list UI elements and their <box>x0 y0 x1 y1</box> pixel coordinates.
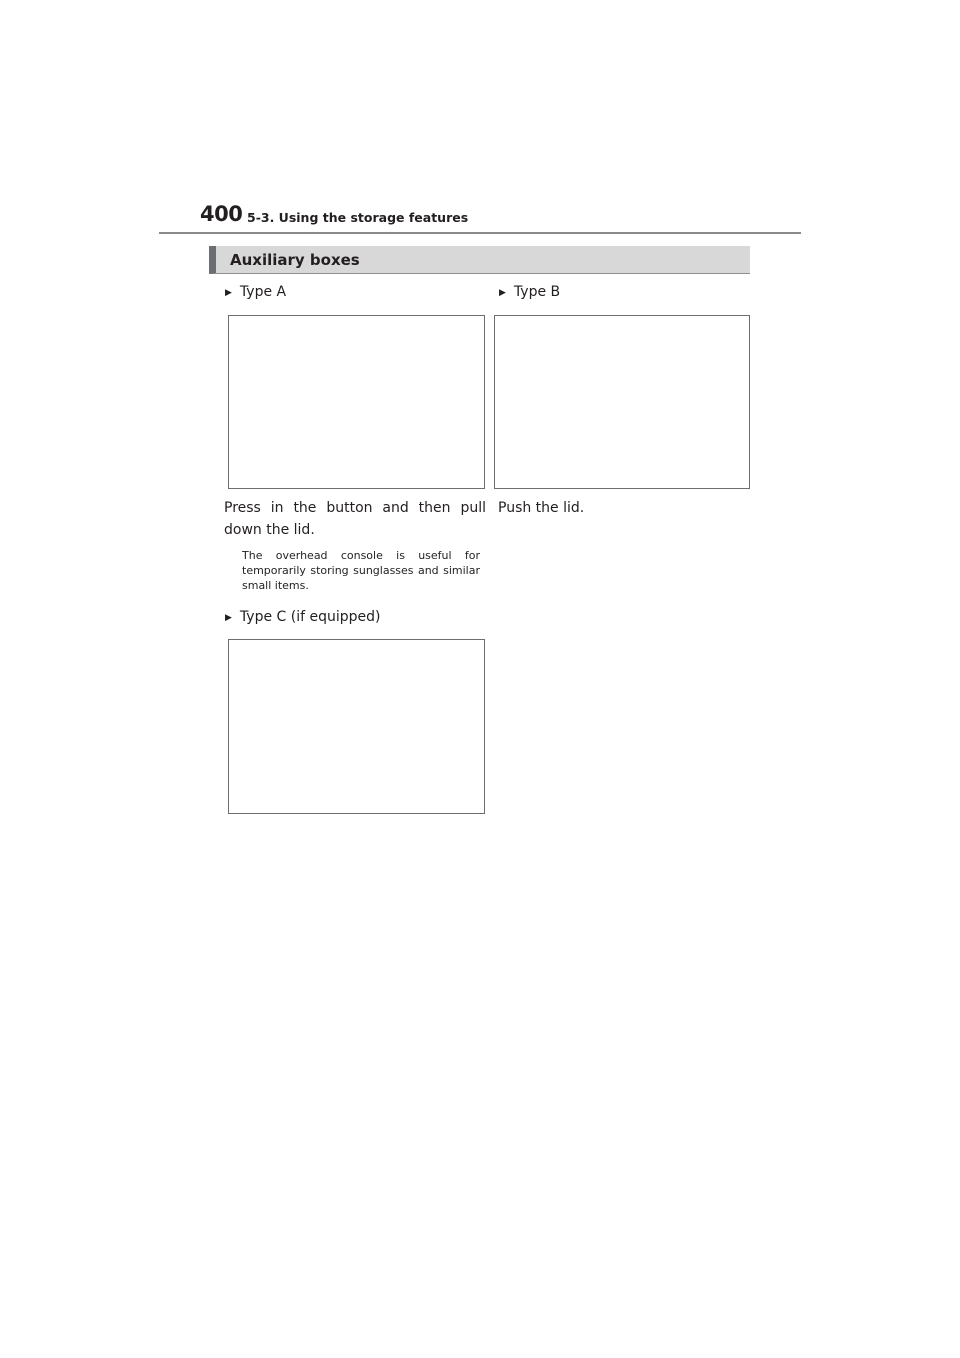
type-b-instruction: Push the lid. <box>498 500 585 516</box>
page-number: 400 <box>200 202 243 226</box>
section-heading: Auxiliary boxes <box>230 251 360 269</box>
type-c-illustration <box>228 639 485 814</box>
type-a-label <box>225 284 286 300</box>
type-a-note: The overhead console is useful for temporarily storing sunglasses and similar small items. <box>242 549 480 592</box>
type-b-illustration <box>494 315 750 489</box>
type-b-label <box>499 284 560 300</box>
type-a-label-text: Type A <box>239 284 287 300</box>
triangle-bullet-icon: ▶ <box>499 288 506 298</box>
header-divider <box>159 232 801 234</box>
section-reference: 5-3. Using the storage features <box>247 210 469 225</box>
type-a-illustration <box>228 315 485 489</box>
type-b-label-text: Type B <box>513 284 561 300</box>
type-c-label <box>225 609 380 625</box>
type-c-label-text: Type C (if equipped) <box>239 609 381 625</box>
triangle-bullet-icon: ▶ <box>225 288 232 298</box>
section-heading-bar <box>209 246 750 274</box>
type-a-instruction: Press in the button and then pull down the lid. <box>224 500 486 538</box>
triangle-bullet-icon: ▶ <box>225 613 232 623</box>
